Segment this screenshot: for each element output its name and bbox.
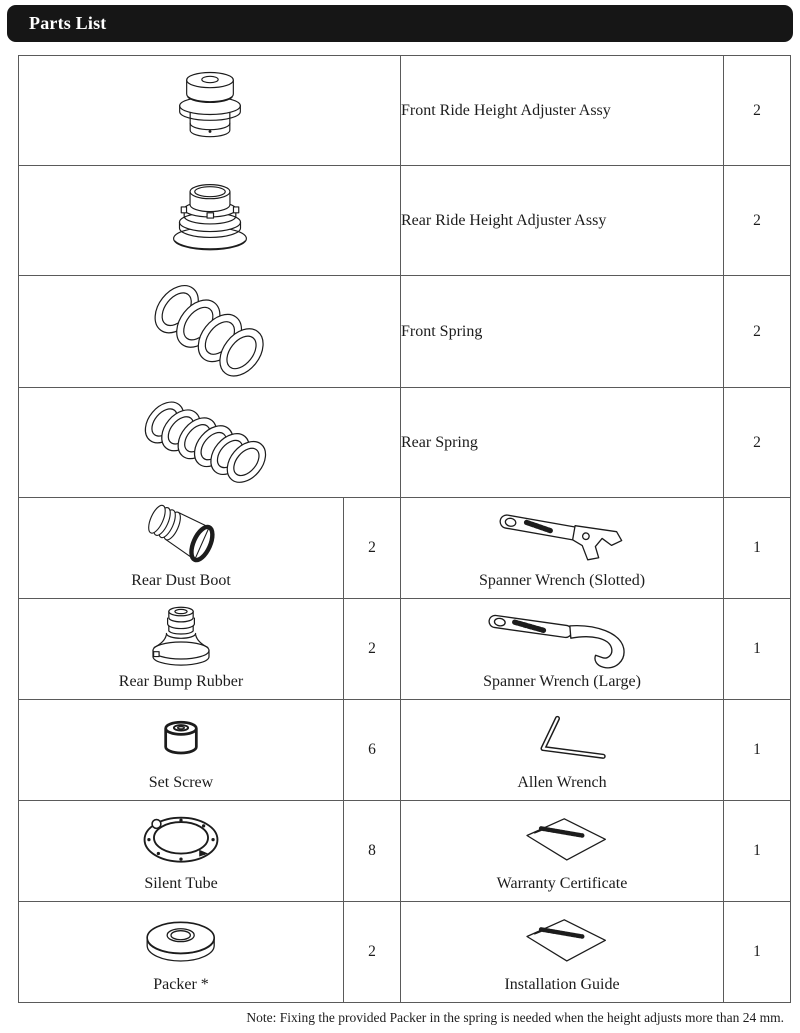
silent-tube-icon — [132, 807, 230, 873]
part-qty-cell — [724, 599, 791, 700]
part-cell — [19, 700, 344, 801]
part-image-cell — [19, 276, 401, 388]
table-row — [19, 388, 791, 498]
table-row — [19, 166, 791, 276]
part-image-cell — [19, 166, 401, 276]
part-name-label: Spanner Wrench (Large) — [483, 672, 641, 690]
set-screw-icon — [156, 713, 206, 765]
part-name-label: Front Ride Height Adjuster Assy — [401, 101, 611, 119]
part-qty: 2 — [368, 640, 376, 657]
part-qty-cell — [724, 56, 791, 166]
part-cell — [401, 700, 724, 801]
part-qty: 2 — [753, 211, 761, 229]
part-cell — [401, 498, 724, 599]
part-name-label: Warranty Certificate — [496, 874, 628, 892]
part-qty-cell — [344, 700, 401, 801]
part-qty: 2 — [753, 101, 761, 119]
part-name-label: Front Spring — [401, 322, 483, 340]
part-name-label: Rear Spring — [401, 433, 478, 451]
table-row — [19, 56, 791, 166]
parts-table — [18, 55, 791, 1003]
rear-bump-rubber-icon — [144, 603, 218, 673]
page-title: Parts List — [29, 13, 107, 33]
part-name-label: Set Screw — [148, 773, 214, 791]
allen-wrench-icon — [506, 708, 618, 770]
part-name-label: Rear Ride Height Adjuster Assy — [401, 211, 607, 229]
table-row — [19, 599, 791, 700]
part-qty-cell — [344, 498, 401, 599]
part-image-cell — [19, 56, 401, 166]
part-name-label: Installation Guide — [504, 975, 620, 993]
part-qty: 8 — [368, 842, 376, 859]
table-row — [19, 801, 791, 902]
part-qty-cell — [344, 599, 401, 700]
part-qty: 6 — [368, 741, 376, 758]
part-qty: 2 — [368, 943, 376, 960]
part-cell — [19, 801, 344, 902]
part-qty: 1 — [753, 640, 761, 657]
part-qty-cell — [724, 276, 791, 388]
table-row — [19, 276, 791, 388]
table-row — [19, 498, 791, 599]
table-row — [19, 700, 791, 801]
part-qty-cell — [724, 902, 791, 1003]
part-qty-cell — [724, 801, 791, 902]
part-qty: 1 — [753, 741, 761, 758]
table-row — [19, 902, 791, 1003]
warranty-certificate-icon — [509, 811, 615, 869]
spanner-wrench-large-icon — [478, 606, 646, 670]
part-cell — [401, 801, 724, 902]
front-ride-height-adjuster-icon — [175, 65, 245, 157]
part-qty-cell — [344, 902, 401, 1003]
rear-ride-height-adjuster-icon — [166, 174, 254, 268]
part-cell — [401, 902, 724, 1003]
part-name-cell — [401, 56, 724, 166]
front-spring-icon — [145, 278, 275, 386]
part-name-label: Packer * — [153, 975, 209, 993]
part-name-label: Allen Wrench — [517, 773, 607, 791]
part-name-cell — [401, 276, 724, 388]
footnote: Note: Fixing the provided Packer in the spring is needed when the height adjusts more than 24 mm. — [246, 1010, 784, 1025]
part-cell — [19, 902, 344, 1003]
part-qty: 1 — [753, 842, 761, 859]
part-qty-cell — [724, 166, 791, 276]
part-name-label: Rear Dust Boot — [131, 571, 231, 589]
rear-spring-icon — [140, 397, 280, 488]
part-qty: 1 — [753, 943, 761, 960]
part-qty-cell — [724, 700, 791, 801]
rear-dust-boot-icon — [130, 500, 232, 572]
header-bar — [7, 5, 793, 42]
spanner-wrench-slotted-icon — [486, 500, 638, 572]
part-cell — [19, 498, 344, 599]
part-cell — [19, 599, 344, 700]
part-qty: 1 — [753, 539, 761, 556]
part-qty: 2 — [753, 433, 761, 451]
part-qty-cell — [344, 801, 401, 902]
part-name-cell — [401, 166, 724, 276]
part-name-label: Rear Bump Rubber — [118, 672, 244, 690]
part-qty: 2 — [753, 322, 761, 340]
part-cell — [401, 599, 724, 700]
part-name-cell — [401, 388, 724, 498]
part-qty-cell — [724, 388, 791, 498]
installation-guide-icon — [509, 912, 615, 970]
part-name-label: Silent Tube — [144, 874, 218, 892]
part-image-cell — [19, 388, 401, 498]
page — [0, 5, 800, 1033]
part-qty-cell — [724, 498, 791, 599]
part-name-label: Spanner Wrench (Slotted) — [478, 571, 646, 589]
packer-icon — [134, 912, 228, 970]
part-qty: 2 — [368, 539, 376, 556]
